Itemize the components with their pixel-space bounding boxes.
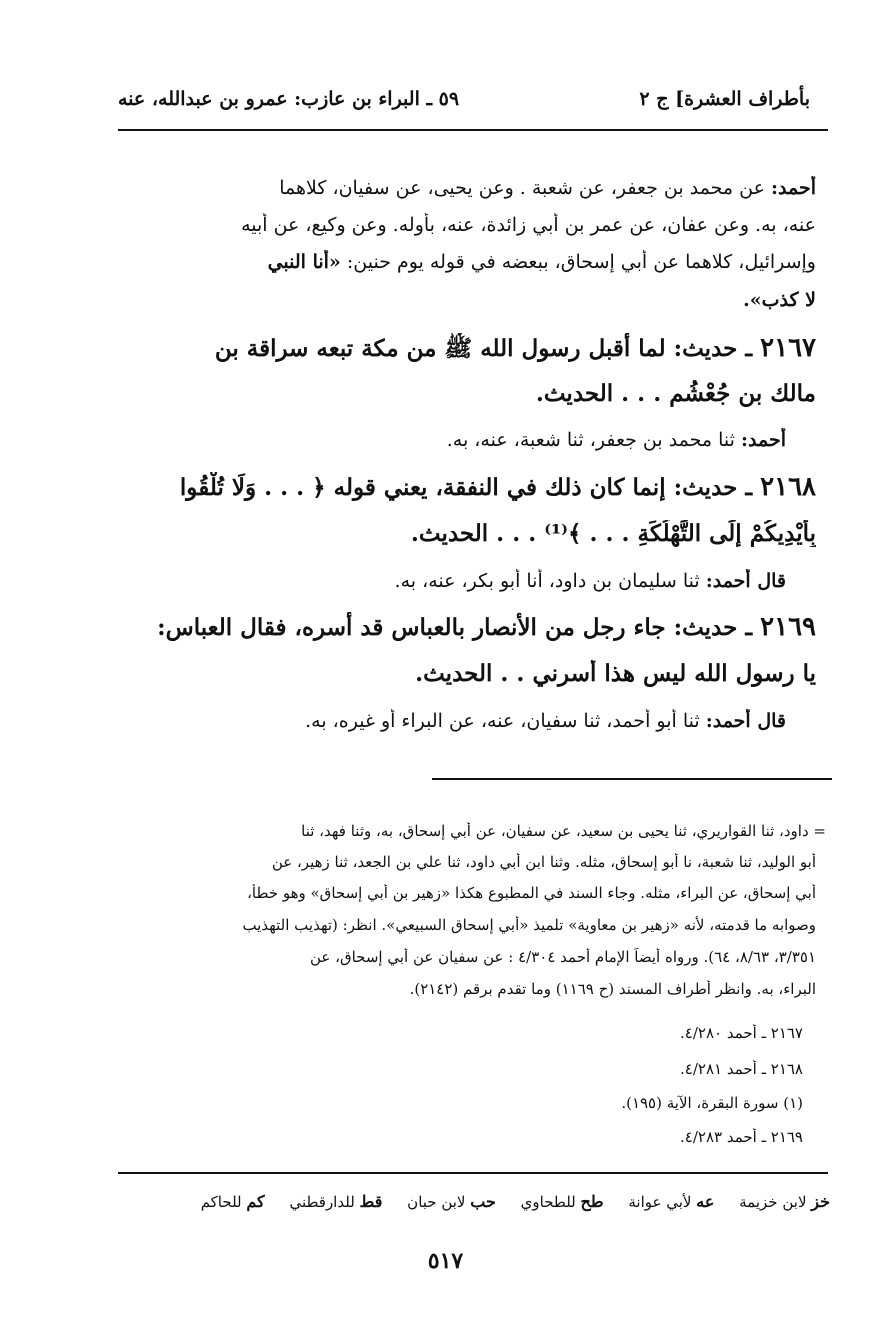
hadith-2168-source bbox=[118, 569, 786, 594]
footnote-ref: ٢١٦٨ ـ أحمد ٤/٢٨١. bbox=[680, 1060, 803, 1078]
abbr-item: كم للحاكم bbox=[200, 1192, 265, 1211]
footnote-ref: ٢١٦٩ ـ أحمد ٤/٢٨٣. bbox=[680, 1128, 803, 1146]
source-text: ثنا محمد بن جعفر، ثنا شعبة، عنه، به. bbox=[446, 429, 735, 451]
section-title: ٥٩ ـ البراء بن عازب: عمرو بن عبدالله، عنه bbox=[118, 88, 460, 110]
intro-source-label: أحمد: bbox=[771, 177, 816, 199]
source-text: ثنا أبو أحمد، ثنا سفيان، عنه، عن البراء أو غيره، به. bbox=[305, 710, 700, 732]
footnote-line: = داود، ثنا القواريري، ثنا يحيى بن سعيد، عن سفيان، عن أبي إسحاق، به، وثنا فهد، ثنا bbox=[301, 822, 826, 840]
abbr-item: قط للدارقطني bbox=[289, 1192, 383, 1211]
hadith-2169-source bbox=[118, 709, 786, 734]
hadith-text: جاء رجل من الأنصار بالعباس قد أسره، فقال العباس: bbox=[157, 614, 666, 641]
intro-line-4: لا كذب». bbox=[743, 289, 816, 311]
source-text: ثنا سليمان بن داود، أنا أبو بكر، عنه، به. bbox=[394, 570, 700, 592]
hadith-2169-line-1 bbox=[118, 612, 816, 642]
footnote-ref: ٢١٦٧ ـ أحمد ٤/٢٨٠. bbox=[680, 1024, 803, 1042]
hadith-text: إنما كان ذلك في النفقة، يعني قوله ﴿ . . . وَلَا تُلْقُوا bbox=[179, 474, 666, 501]
hadith-number: ٢١٦٩ bbox=[760, 612, 816, 642]
abbr-item: طح للطحاوي bbox=[520, 1192, 604, 1211]
footnote-line: أبو الوليد، ثنا شعبة، نا أبو إسحاق، مثله. وثنا ابن أبي داود، ثنا علي بن الجعد، ثنا زهير، عن bbox=[271, 853, 816, 871]
abbreviations-legend bbox=[118, 1192, 830, 1211]
footnote-ref: (١) سورة البقرة، الآية (١٩٥). bbox=[621, 1094, 803, 1112]
hadith-prefix: ـ حديث: bbox=[673, 614, 753, 641]
intro-line-1 bbox=[118, 176, 816, 201]
intro-line-3 bbox=[118, 250, 816, 275]
intro-text-3: وإسرائيل، كلاهما عن أبي إسحاق، ببعضه في قوله يوم حنين: bbox=[346, 251, 816, 273]
hadith-2167-line-2: مالك بن جُعْشُم . . . الحديث. bbox=[535, 380, 816, 407]
intro-text-1: عن محمد بن جعفر، عن شعبة . وعن يحيى، عن سفيان، كلاهما bbox=[279, 177, 765, 199]
header-rule bbox=[118, 129, 828, 131]
hadith-2168-line-1 bbox=[118, 472, 816, 502]
intro-quote: «أنا النبي bbox=[267, 251, 341, 273]
source-label: قال أحمد: bbox=[705, 570, 786, 592]
footnote-line: وصوابه ما قدمته، لأنه «زهير بن معاوية» تلميذ «أبي إسحاق السبيعي». انظر: (تهذيب التهذيب bbox=[242, 916, 816, 934]
hadith-number: ٢١٦٧ bbox=[760, 333, 816, 363]
source-label: أحمد: bbox=[741, 429, 786, 451]
hadith-prefix: ـ حديث: bbox=[673, 474, 753, 501]
footnote-separator bbox=[432, 778, 832, 780]
source-label: قال أحمد: bbox=[705, 710, 786, 732]
footnote-line: البراء، به. وانظر أطراف المسند (ح ١١٦٩) وما تقدم برقم (٢١٤٢). bbox=[409, 980, 816, 998]
book-title: بأطراف العشرة] ج ٢ bbox=[639, 88, 810, 110]
hadith-2167-source bbox=[118, 428, 786, 453]
footnote-line: ٣/٣٥١، ٨/٦٣، ٦٤). ورواه أيضاً الإمام أحمد ٤/٣٠٤ : عن سفيان عن أبي إسحاق، عن bbox=[309, 948, 816, 966]
abbr-item: حب لابن حبان bbox=[407, 1192, 496, 1211]
running-header bbox=[118, 88, 810, 120]
abbr-item: عه لأبي عوانة bbox=[628, 1192, 715, 1211]
hadith-2169-line-2: يا رسول الله ليس هذا أسرني . . الحديث. bbox=[415, 660, 816, 687]
intro-line-2: عنه، به. وعن عفان، عن عمر بن أبي زائدة، عنه، بأوله. وعن وكيع، عن أبيه bbox=[241, 214, 816, 236]
hadith-prefix: ـ حديث: bbox=[673, 335, 753, 362]
footnote-line: أبي إسحاق، عن البراء، مثله. وجاء السند في المطبوع هكذا «زهير بن أبي إسحاق» وهو خطأ، bbox=[247, 884, 816, 902]
hadith-2167-line-1 bbox=[118, 333, 816, 368]
hadith-number: ٢١٦٨ bbox=[760, 472, 816, 502]
abbr-item: خز لابن خزيمة bbox=[739, 1192, 830, 1211]
hadith-text: لما أقبل رسول الله ﷺ من مكة تبعه سراقة بن bbox=[214, 335, 666, 362]
hadith-2168-line-2: بِأَيْدِيكُمْ إِلَى التَّهْلُكَةِ . . . ﴾⁽¹⁾ . . . الحديث. bbox=[410, 520, 816, 547]
page-number: ٥١٧ bbox=[427, 1248, 464, 1274]
abbreviations-rule bbox=[118, 1172, 828, 1174]
